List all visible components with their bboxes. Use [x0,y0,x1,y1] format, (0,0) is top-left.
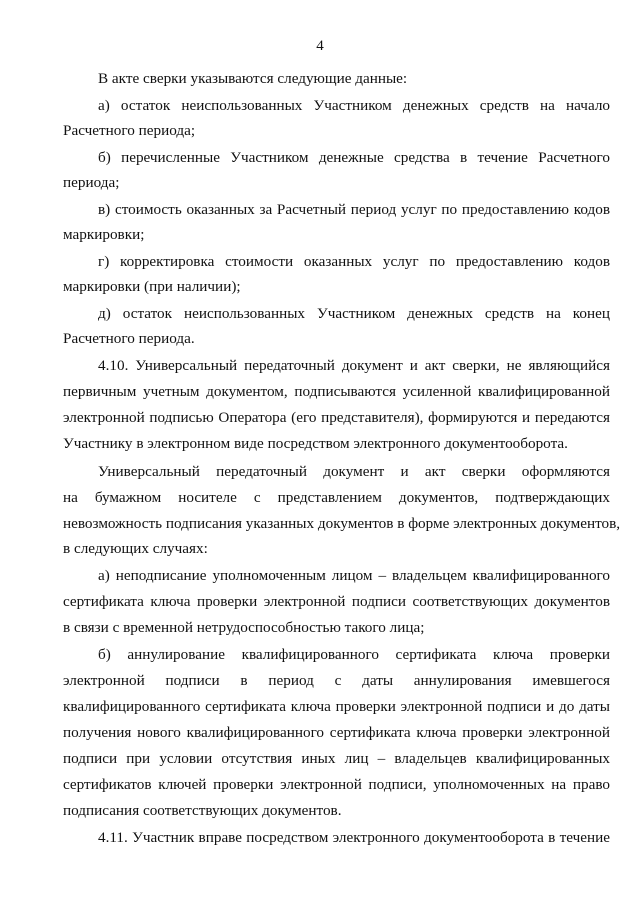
text-line: невозможность подписания указанных документов в форме электронных документов, [63,515,621,532]
text-line: подписи при условии отсутствия иных лиц – владельцев квалифицированных [63,750,610,767]
text-line: получения нового квалифицированного сертификата ключа проверки электронной [63,724,610,741]
text-line: сертификата ключа проверки электронной подписи соответствующих документов [63,593,610,610]
text-line: сертификатов ключей проверки электронной подписи, уполномоченных на право [63,776,610,793]
text-line: периода; [63,174,120,191]
text-line: в следующих случаях: [63,540,208,557]
text-line: в связи с временной нетрудоспособностью такого лица; [63,619,425,636]
text-line: 4.10. Универсальный передаточный документ и акт сверки, не являющийся [98,357,610,374]
text-line: первичным учетным документом, подписываются усиленной квалифицированной [63,383,610,400]
text-line: В акте сверки указываются следующие данные: [98,70,408,87]
text-line: д) остаток неиспользованных Участником денежных средств на конец [98,305,610,322]
text-line: Участнику в электронном виде посредством электронного документооборота. [63,435,568,452]
text-line: подписания соответствующих документов. [63,802,342,819]
text-line: на бумажном носителе с представлением документов, подтверждающих [63,489,610,506]
text-line: б) перечисленные Участником денежные средства в течение Расчетного [98,149,610,166]
text-line: Расчетного периода. [63,330,195,347]
text-line: б) аннулирование квалифицированного сертификата ключа проверки [98,646,610,663]
text-line: квалифицированного сертификата ключа проверки электронной подписи и до даты [63,698,610,715]
text-line: электронной подписи в период с даты аннулирования имевшегося [63,672,610,689]
text-line: а) неподписание уполномоченным лицом – владельцем квалифицированного [98,567,610,584]
text-line: Расчетного периода; [63,122,196,139]
text-line: маркировки; [63,226,145,243]
text-line: электронной подписью Оператора (его представителя), формируются и передаются [63,409,610,426]
text-line: 4.11. Участник вправе посредством электронного документооборота в течение [98,829,610,846]
text-line: Универсальный передаточный документ и акт сверки оформляются [98,463,610,480]
text-line: маркировки (при наличии); [63,278,241,295]
text-line: г) корректировка стоимости оказанных услуг по предоставлению кодов [98,253,610,270]
page-number: 4 [316,38,324,54]
text-line: а) остаток неиспользованных Участником денежных средств на начало [98,97,610,114]
text-line: в) стоимость оказанных за Расчетный период услуг по предоставлению кодов [98,201,610,218]
